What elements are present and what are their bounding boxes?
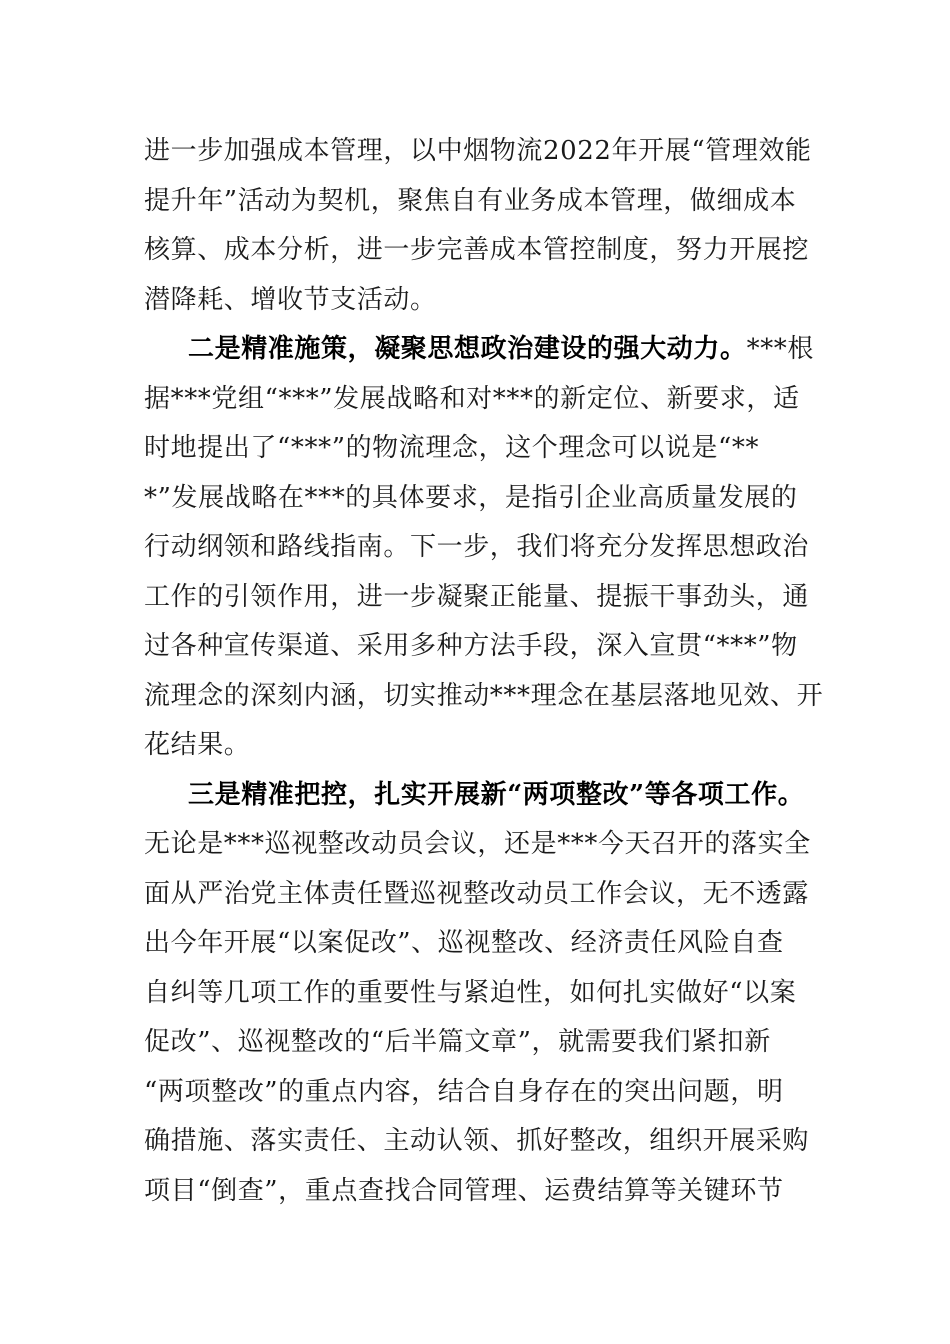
text-line: 过各种宣传渠道、采用多种方法手段，深入宣贯“***”物: [144, 631, 798, 661]
text-line: 项目“倒查”，重点查找合同管理、运费结算等关键环节: [144, 1175, 784, 1206]
text-line: 流理念的深刻内涵，切实推动***理念在基层落地见效、开: [144, 680, 824, 711]
text-line: *”发展战略在***的具体要求，是指引企业高质量发展的: [144, 482, 798, 513]
paragraph-two-first-line: 二是精准施策，凝聚思想政治建设的强大动力。***根: [188, 334, 815, 364]
text-line: 确措施、落实责任、主动认领、抓好整改，组织开展采购: [144, 1126, 810, 1156]
text-line: 花结果。: [144, 730, 251, 760]
text-line: 工作的引领作用，进一步凝聚正能量、提振干事劲头，通: [144, 581, 810, 612]
text-line: 促改”、巡视整改的“后半篇文章”，就需要我们紧扣新: [144, 1027, 771, 1057]
text-line: 自纠等几项工作的重要性与紧迫性，如何扎实做好“以案: [144, 977, 797, 1008]
paragraph-three-heading: 三是精准把控，扎实开展新“两项整改”等各项工作。: [188, 779, 805, 810]
document-body: [144, 127, 824, 1216]
paragraph-two-heading: 二是精准施策，凝聚思想政治建设的强大动力。: [188, 334, 747, 364]
text-line: 出今年开展“以案促改”、巡视整改、经济责任风险自查: [144, 928, 784, 958]
text-line: 行动纲领和路线指南。下一步，我们将充分发挥思想政治: [144, 532, 810, 562]
text-line: 进一步加强成本管理，以中烟物流2022年开展“管理效能: [144, 136, 812, 166]
text-line: 提升年”活动为契机，聚焦自有业务成本管理，做细成本: [144, 185, 797, 216]
text-line: 核算、成本分析，进一步完善成本管控制度，努力开展挖: [144, 235, 810, 265]
paragraph-three-first-line: [144, 771, 805, 821]
text-line: 据***党组“***”发展战略和对***的新定位、新要求，适: [144, 383, 800, 414]
text-line: 时地提出了“***”的物流理念，这个理念可以说是“**: [144, 433, 760, 463]
text-line: “两项整改”的重点内容，结合自身存在的突出问题，明: [144, 1076, 784, 1107]
text-line: 无论是***巡视整改动员会议，还是***今天召开的落实全: [144, 829, 811, 859]
text-line: 面从严治党主体责任暨巡视整改动员工作会议，无不透露: [144, 878, 810, 909]
text-line: 潜降耗、增收节支活动。: [144, 284, 437, 315]
